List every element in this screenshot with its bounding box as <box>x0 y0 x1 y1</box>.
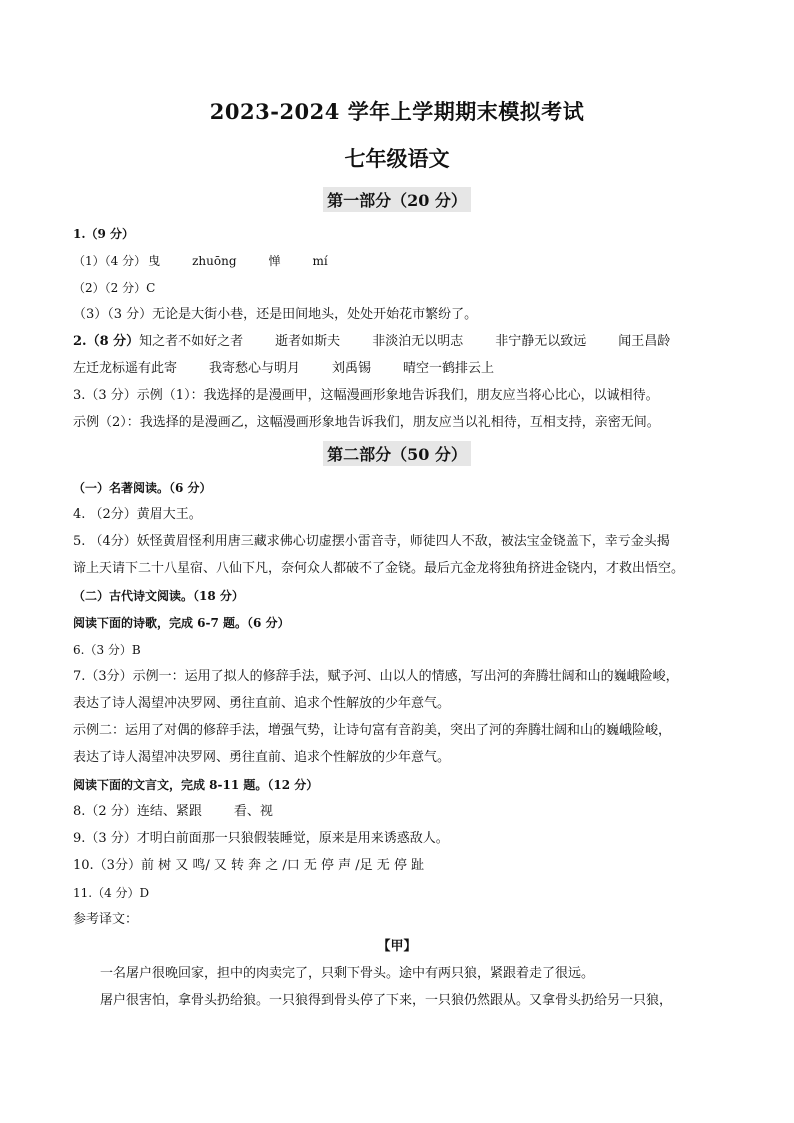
q2-item: 非宁静无以致远 <box>495 334 587 349</box>
q4-answer: 4. （2分）黄眉大王。 <box>73 507 202 522</box>
translation-line-2: 屠户很害怕，拿骨头扔给狼。一只狼得到骨头停了下来，一只狼仍然跟从。又拿骨头扔给另一只狼， <box>100 993 673 1008</box>
translation-line-1: 一名屠户很晚回家，担中的肉卖完了，只剩下骨头。途中有两只狼，紧跟着走了很远。 <box>100 966 595 981</box>
exam-subtitle: 七年级语文 <box>344 146 450 171</box>
q2-prefix: 2.（8 分） <box>73 334 140 349</box>
q1-answer-1 <box>73 252 328 270</box>
q5-line-1: 5. （4分）妖怪黄眉怪利用唐三藏求佛心切虚摆小雷音寺，师徒四人不敌，被法宝金铙盖下，幸亏金头揭 <box>73 534 670 549</box>
q9-answer: 9.（3 分）才明白前面那一只狼假装睡觉，原来是用来诱惑敌人。 <box>73 831 449 846</box>
q1-a1-item: zhuōng <box>192 254 237 268</box>
part1-label: 第一部分（20 分） <box>323 187 471 212</box>
exam-title: 2023-2024 学年上学期期末模拟考试 <box>209 99 585 124</box>
q2-item: 左迁龙标遥有此寄 <box>73 361 178 376</box>
q2-item: 晴空一鹤排云上 <box>403 361 495 376</box>
prose-intro: 阅读下面的文言文，完成 8-11 题。（12 分） <box>73 778 319 792</box>
q7-line-4: 表达了诗人渴望冲决罗网、勇往直前、追求个性解放的少年意气。 <box>73 750 451 765</box>
q2-item: 闻王昌龄 <box>618 334 671 349</box>
reference-translation-label: 参考译文： <box>73 912 139 927</box>
section-1-heading: （一）名著阅读。（6 分） <box>73 481 212 495</box>
part2-heading <box>0 441 794 466</box>
q1-a1-item: 曳 <box>148 254 161 268</box>
q2-line-2 <box>73 360 494 378</box>
section-2-heading: （二）古代诗文阅读。（18 分） <box>73 589 244 603</box>
q3-example-1: 3.（3 分）示例（1）：我选择的是漫画甲，这幅漫画形象地告诉我们，朋友应当将心比心，以诚相待。 <box>73 388 659 403</box>
q2-item: 逝者如斯夫 <box>275 334 341 349</box>
part1-heading <box>0 187 794 212</box>
q1-answer-3: （3）（3 分）无论是大街小巷，还是田间地头，处处开始花市繁纷了。 <box>73 307 478 322</box>
q7-line-3: 示例二：运用了对偶的修辞手法，增强气势，让诗句富有音韵美，突出了河的奔腾壮阔和山的巍峨险峻， <box>73 723 672 738</box>
q5-line-2: 谛上天请下二十八星宿、八仙下凡，奈何众人都破不了金铙。最后亢金龙将独角挤进金铙内，才救出悟空。 <box>73 561 685 576</box>
q3-example-2: 示例（2）：我选择的是漫画乙，这幅漫画形象地告诉我们，朋友应当以礼相待，互相支持，亲密无间。 <box>73 415 660 430</box>
q1-a1-prefix: （1）（4 分） <box>73 254 147 268</box>
q1-a1-item: 惮 <box>268 254 281 268</box>
q8-item: 连结、紧跟 <box>136 804 202 819</box>
poem-intro: 阅读下面的诗歌，完成 6-7 题。（6 分） <box>73 616 290 630</box>
q1-answer-2: （2）（2 分）C <box>73 281 156 295</box>
q2-item: 刘禹锡 <box>332 361 372 376</box>
q1-heading: 1.（9 分） <box>73 227 135 241</box>
q7-line-2: 表达了诗人渴望冲决罗网、勇往直前、追求个性解放的少年意气。 <box>73 696 451 711</box>
q2-item: 知之者不如好之者 <box>139 334 244 349</box>
q11-answer: 11.（4 分）D <box>73 886 150 900</box>
q7-line-1: 7.（3分）示例一：运用了拟人的修辞手法，赋予河、山以人的情感，写出河的奔腾壮阔和山的巍峨险峻， <box>73 669 679 684</box>
q8-item: 看、视 <box>233 804 273 819</box>
q6-answer: 6.（3 分）B <box>73 643 141 657</box>
q2-line-1 <box>73 333 670 351</box>
translation-jia-heading: 【甲】 <box>377 939 417 954</box>
q1-a1-item: mí <box>312 254 328 268</box>
q2-item: 非淡泊无以明志 <box>372 334 464 349</box>
q8-prefix: 8.（2 分） <box>73 804 137 819</box>
q10-answer: 10.（3分）前 树 又 鸣/ 又 转 奔 之 /口 无 停 声 /足 无 停 趾 <box>73 858 425 873</box>
q8-answer <box>73 803 273 821</box>
q2-item: 我寄愁心与明月 <box>209 361 301 376</box>
part2-label: 第二部分（50 分） <box>323 441 471 466</box>
